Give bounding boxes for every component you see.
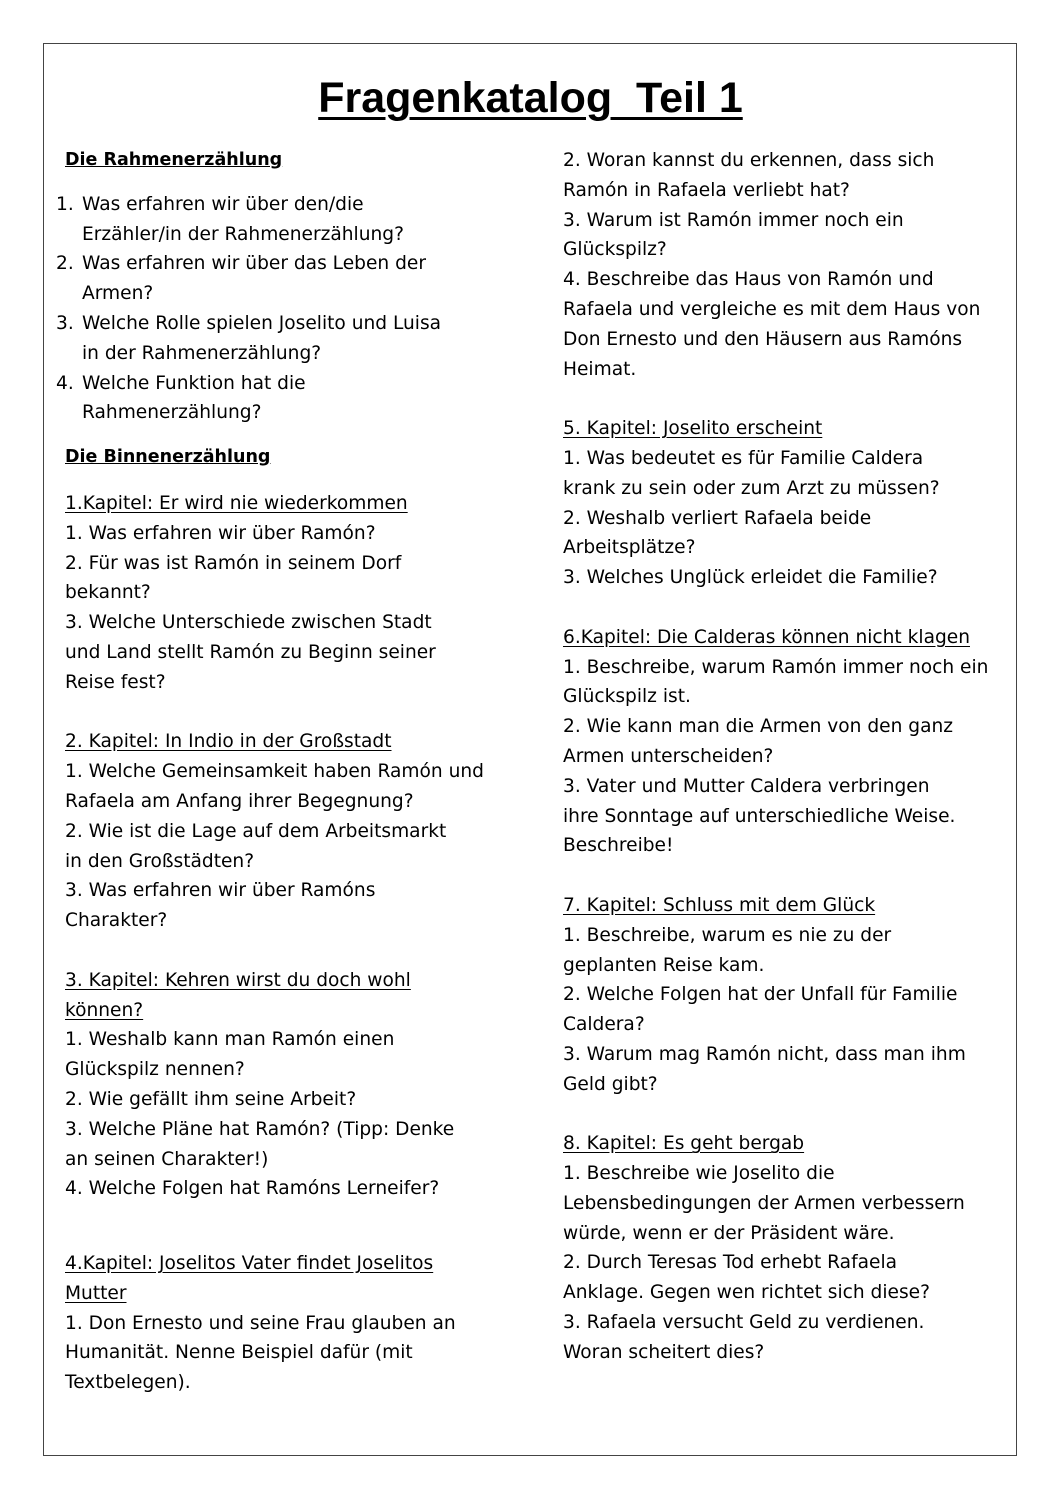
page-title: Fragenkatalog Teil 1: [318, 74, 743, 122]
chapter-section: [563, 414, 1013, 593]
question-line: Beschreibe!: [563, 835, 674, 857]
question-line: 3. Vater und Mutter Caldera verbringen: [563, 775, 930, 797]
question-line: 1. Don Ernesto und seine Frau glauben an: [65, 1312, 456, 1334]
question-line: 2. Durch Teresas Tod erhebt Rafaela: [563, 1252, 898, 1274]
question-line: Charakter?: [65, 910, 168, 932]
chapter-title: 4.Kapitel: Joselitos Vater findet Joselitos: [65, 1253, 434, 1275]
question-line: 3. Welches Unglück erleidet die Familie?: [563, 567, 938, 589]
chapter-title: Mutter: [65, 1282, 127, 1304]
chapter-section: [563, 623, 1013, 861]
chapter-title: 3. Kapitel: Kehren wirst du doch wohl: [65, 969, 411, 991]
chapter-title: können?: [65, 999, 144, 1021]
question-line: 3. Welche Pläne hat Ramón? (Tipp: Denke: [65, 1118, 455, 1140]
question-line: Glückspilz?: [563, 239, 667, 261]
chapter-section: [65, 1249, 535, 1398]
question-line: in den Großstädten?: [65, 850, 255, 872]
question-line: ihre Sonntage auf unterschiedliche Weise.: [563, 805, 956, 827]
question-line: Reise fest?: [65, 671, 166, 693]
chapter-title: 7. Kapitel: Schluss mit dem Glück: [563, 894, 876, 916]
question-line: 4. Beschreibe das Haus von Ramón und: [563, 269, 934, 291]
question-line: Glückspilz ist.: [563, 686, 691, 708]
question-line: Geld gibt?: [563, 1073, 658, 1095]
right-column: [563, 146, 1013, 1368]
question-line: 2. Wie gefällt ihm seine Arbeit?: [65, 1088, 357, 1110]
text-line: Was erfahren wir über den/die: [82, 193, 364, 215]
question-line: 1. Was bedeutet es für Familie Caldera: [563, 447, 924, 469]
text-line: Was erfahren wir über das Leben der: [82, 253, 426, 275]
question-number: 1.: [56, 193, 74, 215]
question-line: 4. Welche Folgen hat Ramóns Lerneifer?: [65, 1178, 440, 1200]
question-line: geplanten Reise kam.: [563, 954, 765, 976]
question-line: würde, wenn er der Präsident wäre.: [563, 1222, 895, 1244]
question-line: 3. Welche Unterschiede zwischen Stadt: [65, 612, 432, 634]
question-line: 1. Beschreibe, warum es nie zu der: [563, 924, 892, 946]
chapter-title: 6.Kapitel: Die Calderas können nicht klagen: [563, 626, 970, 648]
chapter-section: [563, 891, 1013, 1100]
chapter-section: [65, 966, 535, 1204]
question-line: Glückspilz nennen?: [65, 1059, 245, 1081]
question-line: Heimat.: [563, 358, 637, 380]
text-line: Welche Rolle spielen Joselito und Luisa: [82, 312, 442, 334]
question-number: 4.: [56, 372, 74, 394]
question-line: 1. Welche Gemeinsamkeit haben Ramón und: [65, 761, 484, 783]
question-text: [82, 369, 306, 429]
question-line: 2. Wie ist die Lage auf dem Arbeitsmarkt: [65, 820, 447, 842]
question-line: Arbeitsplätze?: [563, 537, 696, 559]
chapter-title: 1.Kapitel: Er wird nie wiederkommen: [65, 492, 408, 514]
question-line: Armen unterscheiden?: [563, 745, 774, 767]
question-line: krank zu sein oder zum Arzt zu müssen?: [563, 477, 940, 499]
question-line: und Land stellt Ramón zu Beginn seiner: [65, 641, 436, 663]
question-line: an seinen Charakter!): [65, 1148, 269, 1170]
question-line: Rafaela und vergleiche es mit dem Haus von: [563, 298, 981, 320]
rahmen-question: [56, 190, 535, 250]
question-line: Caldera?: [563, 1014, 645, 1036]
rahmen-question: [56, 309, 535, 369]
question-line: 3. Was erfahren wir über Ramóns: [65, 880, 376, 902]
chapter-title: 2. Kapitel: In Indio in der Großstadt: [65, 731, 392, 753]
text-line: in der Rahmenerzählung?: [82, 342, 322, 364]
right-chapters: [563, 146, 1013, 1368]
rahmen-heading: Die Rahmenerzählung: [65, 150, 283, 170]
chapter-section: [65, 727, 535, 936]
rahmen-question-list: [56, 190, 535, 428]
chapter-section: [65, 489, 535, 698]
text-line: Welche Funktion hat die: [82, 372, 306, 394]
question-line: Don Ernesto und den Häusern aus Ramóns: [563, 328, 963, 350]
question-line: 1. Was erfahren wir über Ramón?: [65, 522, 376, 544]
question-line: Lebensbedingungen der Armen verbessern: [563, 1192, 965, 1214]
question-line: Textbelegen).: [65, 1372, 191, 1394]
question-line: 2. Weshalb verliert Rafaela beide: [563, 507, 872, 529]
question-line: Humanität. Nenne Beispiel dafür (mit: [65, 1342, 413, 1364]
question-line: 2. Woran kannst du erkennen, dass sich: [563, 150, 935, 171]
chapter-section: [563, 1129, 1013, 1367]
question-line: 2. Für was ist Ramón in seinem Dorf: [65, 552, 402, 574]
text-line: Armen?: [82, 283, 154, 305]
question-text: [82, 309, 441, 369]
question-line: Anklage. Gegen wen richtet sich diese?: [563, 1282, 930, 1304]
question-number: 3.: [56, 312, 74, 334]
question-line: bekannt?: [65, 582, 151, 604]
text-line: Rahmenerzählung?: [82, 402, 262, 424]
question-line: 1. Beschreibe wie Joselito die: [563, 1163, 835, 1185]
chapter-section: [563, 146, 1013, 384]
question-text: [82, 249, 426, 309]
question-line: Woran scheitert dies?: [563, 1341, 765, 1363]
question-line: 3. Rafaela versucht Geld zu verdienen.: [563, 1312, 925, 1334]
question-line: 2. Welche Folgen hat der Unfall für Familie: [563, 984, 958, 1006]
question-line: 1. Beschreibe, warum Ramón immer noch ein: [563, 656, 989, 678]
left-column: [56, 146, 535, 1398]
rahmen-question: [56, 369, 535, 429]
question-number: 2.: [56, 253, 74, 275]
chapter-title: 8. Kapitel: Es geht bergab: [563, 1133, 805, 1155]
question-text: [82, 190, 404, 250]
question-line: 1. Weshalb kann man Ramón einen: [65, 1029, 395, 1051]
question-line: Rafaela am Anfang ihrer Begegnung?: [65, 790, 414, 812]
chapter-title: 5. Kapitel: Joselito erscheint: [563, 418, 823, 440]
rahmen-question: [56, 249, 535, 309]
text-line: Erzähler/in der Rahmenerzählung?: [82, 223, 404, 245]
binnen-heading: Die Binnenerzählung: [65, 447, 271, 468]
question-line: 3. Warum mag Ramón nicht, dass man ihm: [563, 1043, 966, 1065]
left-chapters: [65, 489, 535, 1398]
question-line: 2. Wie kann man die Armen von den ganz: [563, 716, 954, 738]
question-line: Ramón in Rafaela verliebt hat?: [563, 179, 850, 201]
question-line: 3. Warum ist Ramón immer noch ein: [563, 209, 904, 231]
